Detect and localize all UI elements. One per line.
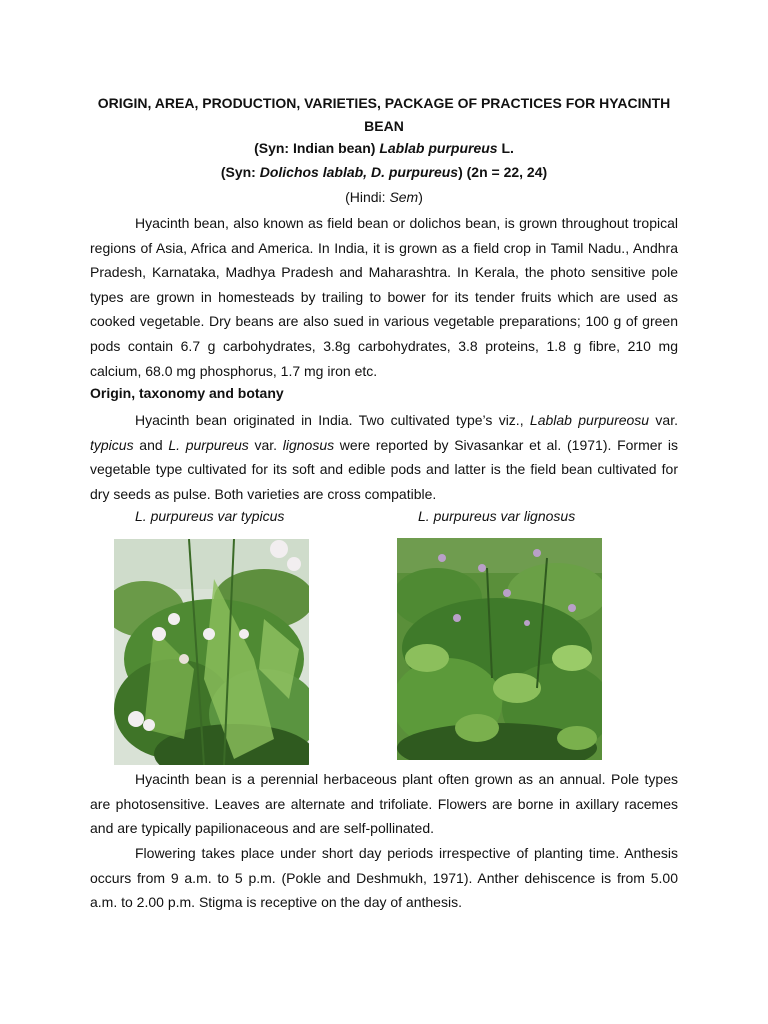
photo-lignosus	[397, 538, 602, 760]
synonym-1-species: Lablab purpureus	[379, 140, 498, 156]
origin-text-2: var.	[649, 412, 678, 428]
caption-lignosus: L. purpureus var lignosus	[418, 508, 576, 524]
botany-text: Hyacinth bean is a perennial herbaceous plant often grown as an annual. Pole types are photosensitive. Leaves are alternate and trifoliate. Flowers are borne in axillary racemes and are typically papilionaceous and are self-pollinated.	[90, 771, 678, 837]
flowering-text: Flowering takes place under short day periods irrespective of planting time. Anthesis occurs from 9 a.m. to 5 p.m. (Pokle and Deshmukh, 1971). Anther dehiscence is from 5.00 a.m. to 2.00 p.m. Stigma is receptive on the day of anthesis.	[90, 845, 678, 911]
synonym-line-2	[0, 164, 768, 180]
botany-paragraph	[90, 767, 678, 841]
flowering-paragraph	[90, 841, 678, 915]
photo-typicus	[114, 539, 309, 765]
synonym-1-suffix: L.	[497, 140, 514, 156]
synonym-2-prefix: (Syn:	[220, 164, 260, 180]
synonym-1-prefix: (Syn: Indian bean)	[254, 140, 380, 156]
synonym-2-suffix: ) (2n = 22, 24)	[458, 164, 548, 180]
hindi-prefix: (Hindi:	[345, 189, 390, 205]
hindi-word: Sem	[389, 189, 419, 205]
origin-text-1: Hyacinth bean originated in India. Two cultivated type’s viz.,	[135, 412, 530, 428]
synonym-line-1	[0, 140, 768, 156]
caption-typicus: L. purpureus var typicus	[135, 508, 285, 524]
intro-paragraph	[90, 211, 678, 383]
origin-species-2: L. purpureus	[168, 436, 249, 453]
origin-text-4: var.	[248, 436, 283, 453]
synonym-2-species: Dolichos lablab, D. purpureus	[259, 164, 459, 180]
origin-species-1: Lablab purpureosu	[529, 412, 650, 428]
intro-text: Hyacinth bean, also known as field bean or dolichos bean, is grown throughout tropical regions of Asia, Africa and America. In India, it is grown as a field crop in Tamil Nadu., Andhra Pradesh, Karnataka, Madhya Pradesh and Maharashtra. In Kerala, the photo sensitive pole types are grown in homesteads by trailing to bower for its tender fruits which are used as cooked vegetable. Dry beans are also sued in various vegetable preparations; 100 g of green pods contain 6.7 g carbohydrates, 3.8g carbohydrates, 3.8 proteins, 1.8 g fibre, 210 mg calcium, 68.0 mg phosphorus, 1.7 mg iron etc.	[90, 215, 678, 379]
section-heading: Origin, taxonomy and botany	[90, 385, 284, 401]
origin-variety-1: typicus	[90, 436, 134, 453]
hindi-name	[0, 189, 768, 205]
origin-paragraph	[90, 408, 678, 506]
page-title: ORIGIN, AREA, PRODUCTION, VARIETIES, PACKAGE OF PRACTICES FOR HYACINTH BEAN	[97, 95, 671, 134]
hindi-suffix: )	[418, 189, 423, 205]
origin-text-3: and	[133, 436, 169, 453]
origin-variety-2: lignosus	[282, 436, 335, 453]
origin-text-5: were reported by Sivasankar et al. (1971). Former is vegetable type cultivated for its soft and edible pods and latter is the field bean cultivated for dry seeds as pulse. Both varieties are cross compatible.	[90, 436, 678, 502]
